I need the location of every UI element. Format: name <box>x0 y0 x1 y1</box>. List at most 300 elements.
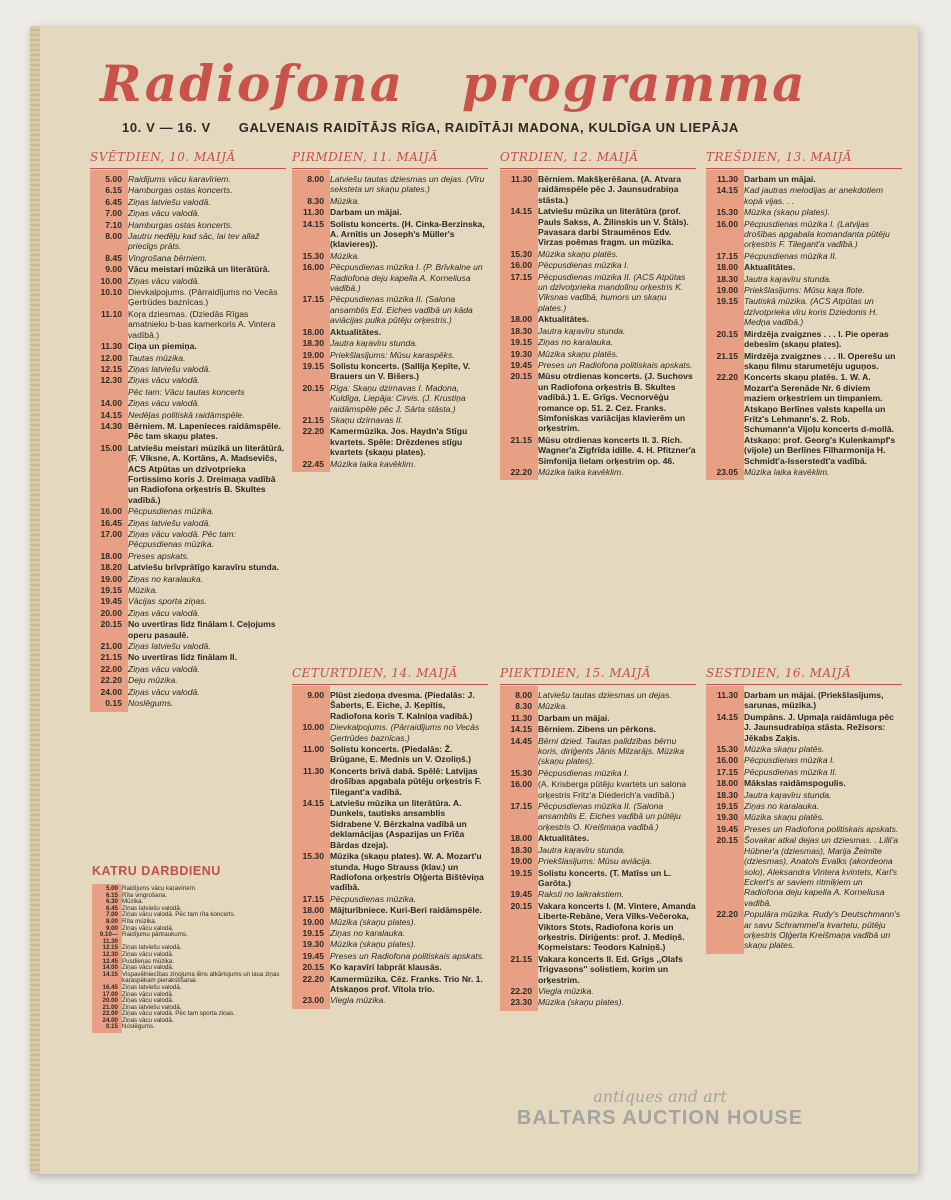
weekday-title: Ziņas vācu valodā. Pēc tam sporta ziņas. <box>122 1010 235 1018</box>
program-title: Bērniem. Zibens un pērkons. <box>538 724 656 735</box>
program-row <box>706 251 902 261</box>
program-title: Ziņas latviešu valodā. <box>128 641 211 652</box>
program-title: Vakara koncerts I. (M. Vintere, Amanda Liberte-Rebāne, Vera Vilks-Večeroka, Viktors Stots, Radiofona koris un orķestris. Diriģents: prof. J. Mediņš. Koŗmeistars: Teodors Kalniņš.) <box>538 900 696 953</box>
program-title: Tautas mūzika. <box>128 352 186 363</box>
program-row <box>706 824 902 834</box>
program-time: 10.00 <box>100 275 122 286</box>
program-row <box>292 690 488 721</box>
program-row <box>500 467 696 477</box>
program-time: 18.30 <box>510 844 532 855</box>
program-title: Jautra kaŗavīru stunda. <box>744 789 832 800</box>
program-title: Latviešu tautas dziesmas un dejas. <box>538 690 672 700</box>
program-title: Koncerts brīvā dabā. Spēlē: Latvijas drošības apgabala pūtēju orķestris F. Tilegant'a vadībā. <box>330 765 482 797</box>
program-row <box>500 701 696 711</box>
weekday-title: Rīta vingrošana. <box>122 891 168 899</box>
program-row <box>500 349 696 359</box>
program-title: Mūzika (skaņu plates). <box>330 939 416 950</box>
program-time: 6.15 <box>105 185 122 196</box>
day-heading: SVĒTDIEN, 10. MAIJĀ <box>90 150 286 169</box>
program-time: 19.45 <box>100 596 122 607</box>
program-row <box>90 518 286 528</box>
program-time: 7.00 <box>105 208 122 219</box>
program-time: 19.15 <box>510 337 532 348</box>
program-time: 14.15 <box>100 409 122 420</box>
program-row <box>90 410 286 420</box>
program-title: Ziņas vācu valodā. Pēc tam: Pēcpusdienas mūzika. <box>128 529 236 550</box>
program-title: Hamburgas ostas koncerts. <box>128 185 233 196</box>
program-time: 11.30 <box>716 174 738 184</box>
program-row <box>500 801 696 832</box>
program-time: 19.15 <box>302 927 324 938</box>
program-row <box>292 196 488 206</box>
program-row <box>500 206 696 248</box>
program-title: Mūzika. <box>330 195 360 206</box>
program-time: 19.15 <box>716 296 738 307</box>
program-time: 19.00 <box>302 349 324 360</box>
weekday-time: 6.30 <box>105 898 118 906</box>
program-row <box>706 778 902 788</box>
day-heading: PIEKTDIEN, 15. MAIJĀ <box>500 666 696 685</box>
program-time: 19.00 <box>302 916 324 927</box>
program-title: Ziņas latviešu valodā. <box>128 196 211 207</box>
program-time: 19.45 <box>302 950 324 961</box>
program-row <box>706 835 902 908</box>
program-title: Mājturībniece. Kuri-Beri raidāmspēle. <box>330 905 482 916</box>
program-title: Mūzika (skaņu plates). <box>538 997 624 1008</box>
schedule-list <box>706 174 902 478</box>
program-time: 21.00 <box>100 641 122 652</box>
weekday-time: 12.45 <box>102 957 118 965</box>
program-time: 24.00 <box>100 686 122 697</box>
program-time: 15.30 <box>302 851 324 862</box>
schedule-list <box>500 690 696 1009</box>
program-row <box>90 698 286 708</box>
program-row <box>500 779 696 800</box>
weekday-time: 8.00 <box>105 917 118 925</box>
program-time: 14.15 <box>716 711 738 722</box>
schedule-list <box>292 174 488 470</box>
weekday-title: Ziņas vācu valodā. <box>122 1016 174 1024</box>
program-time: 23.05 <box>716 466 738 477</box>
program-title: Bērniem. M. Lapenieces raidāmspēle. Pēc tam skaņu plates. <box>128 420 281 442</box>
program-title: Darbam un mājai. <box>330 207 402 218</box>
program-time: 16.00 <box>716 218 738 229</box>
program-row <box>90 652 286 662</box>
program-time: 19.15 <box>510 867 532 878</box>
program-row <box>292 974 488 995</box>
program-time: 8.00 <box>105 231 122 242</box>
program-time: 11.30 <box>716 690 738 700</box>
program-row <box>706 174 902 184</box>
program-row <box>706 755 902 765</box>
program-row <box>500 174 696 205</box>
every-weekday-heading: KATRU DARBDIENU <box>92 864 221 878</box>
program-time: 22.20 <box>510 466 532 477</box>
program-title: Rīga: Skaņu dzirnavas I. Madona, Kuldīga, Liepāja: Cirvis. (J. Krustiņa raidāmspēle pēc J. Sārta stāsta.) <box>330 382 466 414</box>
program-row <box>500 360 696 370</box>
program-time: 9.00 <box>105 264 122 275</box>
weekday-title: Ziņas vācu valodā. <box>122 997 174 1005</box>
program-time: 18.00 <box>510 833 532 844</box>
program-title: Pēcpusdienas mūzika I. (P. Brīvkalne un Radiofona deju kapella A. Korneliusa vadībā.) <box>330 262 483 294</box>
program-row <box>90 596 286 606</box>
program-title: Mūzika (skaņu plates). W. A. Mozart'u stunda. Hugo Strauss (klav.) un Radiofona orķestris Oļģerta Bištēviņa vadībā. <box>330 851 484 893</box>
program-title: Latviešu mūzika un literātūra (prof. Pauls Sakss, A. Žilinskis un V. Štāls). Pavasara darbi Straumēnos Edv. Virzas poēmas fragm. un mūzika. <box>538 206 689 248</box>
program-time: 18.00 <box>716 778 738 789</box>
program-row <box>292 262 488 293</box>
weekday-title: Ziņas vācu valodā. <box>122 950 174 958</box>
program-time: 18.00 <box>716 262 738 273</box>
program-title: Mākslas raidāmspogulis. <box>744 778 846 789</box>
program-title: Pēcpusdienas mūzika. <box>330 893 416 904</box>
program-title: Preses un Radiofona politiskais apskats. <box>538 359 693 370</box>
program-title: Pēcpusdienas mūzika II. <box>744 250 838 261</box>
program-row <box>292 415 488 425</box>
program-time: 12.00 <box>100 352 122 363</box>
program-row <box>90 443 286 505</box>
program-row <box>500 845 696 855</box>
program-time: 20.00 <box>100 607 122 618</box>
program-title: Priekšlasījums: Mūsu aviācija. <box>538 856 653 867</box>
weekday-time: 7.00 <box>105 911 118 919</box>
program-time: 14.15 <box>716 185 738 196</box>
program-time: 19.15 <box>716 801 738 812</box>
weekday-title: Rīta mūzika. <box>122 917 157 925</box>
program-time: 8.00 <box>515 690 532 700</box>
weekday-time: 14.00 <box>102 964 118 972</box>
program-time: 6.45 <box>105 196 122 207</box>
program-title: Latviešu brīvprātīgo karavīru stunda. <box>128 562 279 573</box>
program-row <box>500 954 696 985</box>
program-title: Ciņa un piemiņa. <box>128 341 197 352</box>
weekday-time: 12.30 <box>102 950 118 958</box>
program-row <box>90 341 286 351</box>
program-title: Priekšlasījums: Mūsu karaspēks. <box>330 349 455 360</box>
program-row <box>500 901 696 953</box>
program-title: Mūsu otrdienas koncerts. (J. Suchovs un Radiofona orķestris B. Skultes vadībā.) 1. E. Grīgs. Vecnorvēģu romance op. 51. 2. Cez. Franks. Simfoniskas variācijas klavierēm un orķestrim. <box>538 371 693 434</box>
program-row <box>292 744 488 765</box>
program-time: 11.30 <box>100 341 122 352</box>
program-row <box>90 562 286 572</box>
program-time: 14.30 <box>100 420 122 431</box>
weekday-time: 6.45 <box>105 904 118 912</box>
program-time: 16.45 <box>100 517 122 528</box>
program-time: 17.15 <box>716 250 738 261</box>
program-row <box>292 459 488 469</box>
program-time: 17.00 <box>100 529 122 539</box>
program-row <box>90 619 286 640</box>
weekday-title: Pusdienas mūzika. <box>122 957 174 965</box>
program-time: 12.15 <box>100 363 122 374</box>
day-heading: CETURTDIEN, 14. MAIJĀ <box>292 666 488 685</box>
program-title: Latviešu meistari mūzikā un literātūrā. (F. Vīksne, A. Kortāns, A. Madsevičs, ACS Atpūtas un dzīvotprieka Fortissimo koris J. Dreimaņa vadībā un Radiofona orķestris B. Skultes vadībā.) <box>128 442 285 505</box>
program-time: 21.15 <box>302 414 324 425</box>
program-row <box>90 574 286 584</box>
weekday-title: Mūzika. <box>122 898 144 906</box>
program-title: Pēcpusdienas mūzika I. <box>744 755 835 766</box>
weekday-row <box>92 1024 292 1031</box>
program-title: Ziņas vācu valodā. <box>128 275 200 286</box>
program-row <box>292 894 488 904</box>
program-time: 21.15 <box>510 953 532 964</box>
program-row <box>292 766 488 797</box>
schedule-list <box>90 174 286 710</box>
program-row <box>90 208 286 218</box>
program-title: Raidījums vācu karavīriem. <box>128 174 231 184</box>
program-title: Jautru nedēļu kad sāc, lai tev allaž priecīgs prāts. <box>128 231 260 252</box>
program-row <box>292 905 488 915</box>
program-row <box>90 387 286 397</box>
program-title: Pēcpusdienas mūzika II. <box>744 766 838 777</box>
program-row <box>706 185 902 206</box>
program-title: Mirdzēja zvaigznes . . . I. Pie operas debesīm (skaņu plates). <box>744 328 889 350</box>
program-title: Vācu meistari mūzikā un literātūrā. <box>128 264 270 275</box>
program-row <box>500 260 696 270</box>
program-time: 16.00 <box>100 506 122 517</box>
program-title: Hamburgas ostas koncerts. <box>128 219 233 230</box>
program-time: 19.15 <box>302 360 324 371</box>
weekday-time: 21.00 <box>102 1003 118 1011</box>
day-heading: TREŠDIEN, 13. MAIJĀ <box>706 150 902 169</box>
program-row <box>90 529 286 550</box>
program-title: Dumpāns. J. Upmaļa raidāmluga pēc J. Jaunsudrabiņa stāsta. Režisors: Jēkabs Zaķis. <box>744 711 894 743</box>
program-time: 19.45 <box>510 889 532 900</box>
program-title: Mūzika. <box>538 701 568 712</box>
program-title: Mūzika skaņu platēs. <box>744 744 825 755</box>
program-time: 14.15 <box>510 724 532 735</box>
program-row <box>90 506 286 516</box>
weekday-title: Ziņas latviešu valodā. <box>122 904 182 912</box>
program-row <box>292 426 488 457</box>
program-time: 23.30 <box>510 997 532 1008</box>
program-row <box>90 253 286 263</box>
program-row <box>706 372 902 466</box>
program-row <box>500 868 696 889</box>
program-title: Dievkalpojums. (Pārraidījums no Vecās Ģertrūdes baznīcas.) <box>128 287 278 308</box>
program-row <box>90 185 286 195</box>
program-title: Ziņas vācu valodā. <box>128 686 200 697</box>
weekday-time: 24.00 <box>102 1016 118 1024</box>
program-title: Ko kaŗavīri labprāt klausās. <box>330 962 442 973</box>
program-row <box>90 264 286 274</box>
weekday-title: Ziņas latviešu valodā. <box>122 1003 182 1011</box>
program-title: Darbam un mājai. (Priekšlasījums, sarunas, mūzika.) <box>744 690 884 711</box>
program-row <box>292 338 488 348</box>
program-row <box>90 309 286 340</box>
program-row <box>706 285 902 295</box>
program-row <box>500 435 696 466</box>
program-title: Kad jautras melodijas ar anekdotiem kopā vijas. . . <box>744 185 884 206</box>
program-time: 23.00 <box>302 995 324 1006</box>
program-row <box>500 713 696 723</box>
program-title: Populāra mūzika. Rudy's Deutschmann's ar savu Schrammel'a kvartetu, pūtēju orķestris Oļģerta Kreišmaņa vadībā un skaņu plates. <box>744 909 901 951</box>
program-row <box>500 272 696 314</box>
weekday-row <box>92 972 292 985</box>
program-time: 0.15 <box>105 698 122 709</box>
program-time: 14.00 <box>100 398 122 409</box>
day-heading: SESTDIEN, 16. MAIJĀ <box>706 666 902 685</box>
program-row <box>500 986 696 996</box>
program-time <box>90 387 128 397</box>
program-row <box>500 768 696 778</box>
program-time: 18.00 <box>100 550 122 561</box>
program-time: 16.00 <box>716 755 738 766</box>
program-row <box>500 314 696 324</box>
weekday-time: 16.45 <box>102 983 118 991</box>
program-row <box>500 326 696 336</box>
program-title: Koncerts skaņu platēs. 1. W. A. Mozart'a Serenāde Nr. 6 diviem maziem orķestriem un timpaniem. Atskaņo Berlīnes valsts kapella un Fritz's Lehmann's. 2. Rob. Schumann'a Vijoļu koncerts d-mollā. Atskaņo: prof. Georg's Kulenkampf's (vijole) un Berlīnes Filharmonija H. Schmidt'a-Isserstedt'a vadībā. <box>744 372 896 466</box>
program-row <box>706 207 902 217</box>
program-time: 20.15 <box>302 962 324 973</box>
program-title: Solistu koncerts. (Piedalās: Ž. Brūgane, E. Mednis un V. Ozoliņš.) <box>330 744 472 765</box>
program-title: Mūzika. <box>330 250 360 261</box>
program-time: 11.00 <box>302 744 324 755</box>
program-title: Ziņas latviešu valodā. <box>128 363 211 374</box>
program-title: Deju mūzika. <box>128 675 178 686</box>
program-time: 17.15 <box>302 893 324 904</box>
program-title: Mūzika (skaņu plates). <box>330 916 416 927</box>
watermark-line-1: antiques and art <box>593 1087 727 1106</box>
program-time: 15.30 <box>716 744 738 755</box>
program-time: 18.30 <box>510 325 532 336</box>
page-title <box>100 54 900 114</box>
weekday-title: Ziņas vācu valodā. <box>122 990 174 998</box>
program-title: Mūzika skaņu platēs. <box>538 248 619 259</box>
program-title: Noslēgums. <box>128 698 174 709</box>
program-row <box>90 174 286 184</box>
program-title: Pēcpusdienas mūzika I. (Latvijas drošības apgabala komandanta pūtēju orķestris F. Tilegant'a vadībā.) <box>744 218 890 250</box>
program-row <box>90 551 286 561</box>
program-row <box>90 585 286 595</box>
title-word-1: Radiofona <box>100 54 405 113</box>
program-time: 11.30 <box>302 207 324 218</box>
program-time: 15.30 <box>716 207 738 218</box>
program-time: 17.15 <box>302 294 324 305</box>
program-time: 11.10 <box>100 308 122 319</box>
program-row <box>90 220 286 230</box>
program-row <box>500 337 696 347</box>
program-title: Solistu koncerts. (T. Matīss un L. Garōta.) <box>538 867 672 888</box>
program-row <box>706 296 902 327</box>
weekday-title: Ziņas vācu valodā. <box>122 924 174 932</box>
program-title: Mūsu otrdienas koncerts II. 3. Rich. Wagner'a Zīgfrīda idille. 4. H. Pfitzner'a Simfonija lielam orķestrim op. 46. <box>538 434 696 466</box>
program-row <box>292 174 488 195</box>
program-time: 11.30 <box>302 765 324 776</box>
weekday-time: 12.15 <box>102 944 118 952</box>
program-row <box>292 251 488 261</box>
program-row <box>706 744 902 754</box>
program-row <box>292 722 488 743</box>
program-time: 22.20 <box>302 426 324 437</box>
program-title: Ziņas no karalauka. <box>128 573 203 584</box>
program-title: Aktualitātes. <box>330 326 382 337</box>
program-title: Bērniem. Makšķerēšana. (A. Atvara raidāmspēle pēc J. Jaunsudrabiņa stāsta.) <box>538 174 681 205</box>
watermark-line-2: BALTARS AUCTION HOUSE <box>516 1107 804 1129</box>
program-time: 8.30 <box>307 195 324 206</box>
program-time: 16.00 <box>302 262 324 273</box>
program-title: Ziņas no karalauka. <box>538 337 613 348</box>
weekday-time: 20.00 <box>102 997 118 1005</box>
program-title: Preses un Radiofona politiskais apskats. <box>330 950 485 961</box>
weekday-time: 5.00 <box>105 885 118 892</box>
program-title: Mūzika laika kavēklim. <box>330 458 416 469</box>
program-title: Latviešu mūzika un literātūra. A. Dunkels, tautisks ansamblis Sidrabene V. Bērzkalna vadībā un deklamācijas (Aspazijas un Frīča Bārdas dzeja). <box>330 798 467 850</box>
program-row <box>706 767 902 777</box>
program-time: 15.30 <box>510 248 532 259</box>
program-time: 21.15 <box>716 350 738 361</box>
program-title: Plūst ziedoņa dvesma. (Piedalās: J. Šaberts, E. Eiche, J. Ķepītis, Radiofona koris T. Kalniņa vadībā.) <box>330 690 475 721</box>
day-heading: OTRDIEN, 12. MAIJĀ <box>500 150 696 169</box>
program-time: 21.15 <box>100 652 122 663</box>
program-time: 18.30 <box>716 789 738 800</box>
program-time: 10.00 <box>302 722 324 733</box>
program-row <box>706 909 902 951</box>
program-time: 14.15 <box>302 218 324 229</box>
program-title: Ziņas vācu valodā. <box>128 398 200 409</box>
program-title: Mūzika laika kavēklim. <box>744 466 830 477</box>
program-time: 19.30 <box>302 939 324 950</box>
day-heading: PIRMDIEN, 11. MAIJĀ <box>292 150 488 169</box>
program-title: Ziņas vācu valodā. <box>128 663 200 674</box>
program-time: 19.30 <box>716 812 738 823</box>
program-title: Darbam un mājai. <box>744 174 816 184</box>
weekday-title: Raidījumu pārtraukums. <box>122 931 188 939</box>
program-title: Darbam un mājai. <box>538 712 610 723</box>
program-row <box>500 249 696 259</box>
program-title: Ziņas no karalauka. <box>744 801 819 812</box>
program-row <box>292 361 488 382</box>
program-title: Aktualitātes. <box>538 833 590 844</box>
program-row <box>90 364 286 374</box>
program-row <box>90 353 286 363</box>
program-time: 19.30 <box>510 348 532 359</box>
program-row <box>292 951 488 961</box>
program-title: Ziņas vācu valodā. <box>128 208 200 219</box>
program-time: 18.30 <box>302 338 324 349</box>
weekday-time: 9.10—11.30 <box>99 931 118 945</box>
program-time: 18.00 <box>510 314 532 325</box>
program-title: No uvertīras līdz finālam I. Ceļojums operu pasaulē. <box>128 619 276 640</box>
program-row <box>292 939 488 949</box>
program-row <box>292 383 488 414</box>
program-title: Jautra kaŗavīru stunda. <box>538 844 626 855</box>
program-time: 19.00 <box>716 285 738 296</box>
program-title: Pēcpusdienas mūzika II. (ACS Atpūtas un dzīvotprieka mandolīnu orķestris K. Vīksnas vadībā, humors un skaņu plates.) <box>538 271 686 313</box>
program-row <box>706 712 902 743</box>
program-row <box>90 276 286 286</box>
weekday-title: Ziņas latviešu valodā. <box>122 944 182 952</box>
program-time: 16.00 <box>510 260 532 271</box>
program-title: Mūzika (skaņu plates). <box>744 207 830 218</box>
program-row <box>90 687 286 697</box>
page-subtitle <box>122 120 912 135</box>
program-time: 10.10 <box>100 287 122 298</box>
program-time: 21.15 <box>510 434 532 445</box>
program-title: Aktualitātes. <box>744 262 796 273</box>
program-row <box>90 375 286 385</box>
program-time: 17.15 <box>510 271 532 282</box>
weekday-title: Ziņas vācu valodā. Pēc tam rīta koncerts. <box>122 911 236 919</box>
program-title: Pēc tam: Vācu tautas koncerts <box>128 386 245 397</box>
program-row <box>90 664 286 674</box>
program-row <box>90 287 286 308</box>
program-row <box>500 690 696 700</box>
program-time: 22.45 <box>302 458 324 469</box>
program-row <box>90 398 286 408</box>
program-title: Mūzika laika kavēklim. <box>538 466 624 477</box>
program-title: Pēcpusdienas mūzika II. (Salona ansamblis Ed. Eiches vadībā un kāda aviācijas pulka pūtēju orķestris.) <box>330 294 473 326</box>
program-row <box>292 798 488 850</box>
